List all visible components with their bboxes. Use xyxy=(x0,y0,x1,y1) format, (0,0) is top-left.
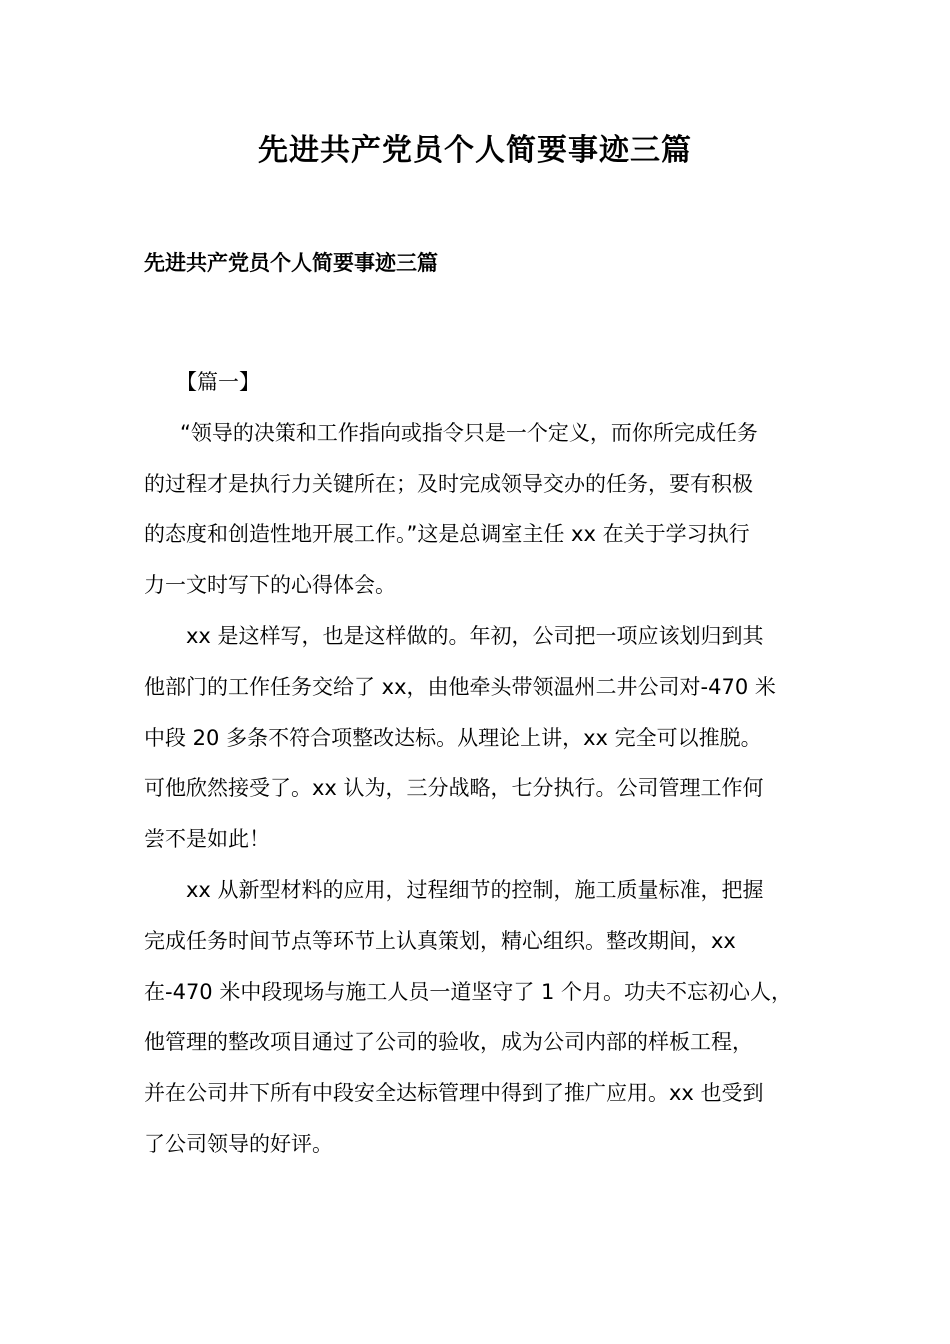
paragraph-line: 了公司领导的好评。 xyxy=(144,1131,333,1156)
paragraph-3 xyxy=(144,865,814,1170)
paragraph-1 xyxy=(144,408,814,611)
section-label: 【篇一】 xyxy=(176,370,260,394)
paragraph-line: xx 是这样写，也是这样做的。年初，公司把一项应该划归到其 xyxy=(186,623,764,648)
paragraph-2 xyxy=(144,611,814,865)
paragraph-line: 并在公司井下所有中段安全达标管理中得到了推广应用。xx 也受到 xyxy=(144,1081,764,1106)
paragraph-line: 在-470 米中段现场与施工人员一道坚守了 1 个月。功夫不忘初心人， xyxy=(144,979,793,1004)
paragraph-line: 中段 20 多条不符合项整改达标。从理论上讲，xx 完全可以推脱。 xyxy=(144,725,762,750)
paragraph-line: 尝不是如此！ xyxy=(144,827,270,852)
paragraph-line: 的过程才是执行力关键所在；及时完成领导交办的任务，要有积极 xyxy=(144,471,753,496)
document-body xyxy=(144,357,814,1170)
paragraph-line: “领导的决策和工作指向或指令只是一个定义，而你所完成任务 xyxy=(180,420,758,445)
paragraph-line: 可他欣然接受了。xx 认为，三分战略，七分执行。公司管理工作何 xyxy=(144,776,764,801)
paragraph-line: 力一文时写下的心得体会。 xyxy=(144,573,396,598)
paragraph-line: 他管理的整改项目通过了公司的验收，成为公司内部的样板工程， xyxy=(144,1030,753,1055)
document-subtitle: 先进共产党员个人简要事迹三篇 xyxy=(144,251,438,275)
paragraph-line: 的态度和创造性地开展工作。”这是总调室主任 xx 在关于学习执行 xyxy=(144,522,750,547)
paragraph-line: 完成任务时间节点等环节上认真策划，精心组织。整改期间，xx xyxy=(144,928,736,953)
paragraph-line: xx 从新型材料的应用，过程细节的控制，施工质量标准，把握 xyxy=(186,877,764,902)
document-title: 先进共产党员个人简要事迹三篇 xyxy=(258,133,692,168)
paragraph-line: 他部门的工作任务交给了 xx，由他牵头带领温州二井公司对-470 米 xyxy=(144,674,776,699)
